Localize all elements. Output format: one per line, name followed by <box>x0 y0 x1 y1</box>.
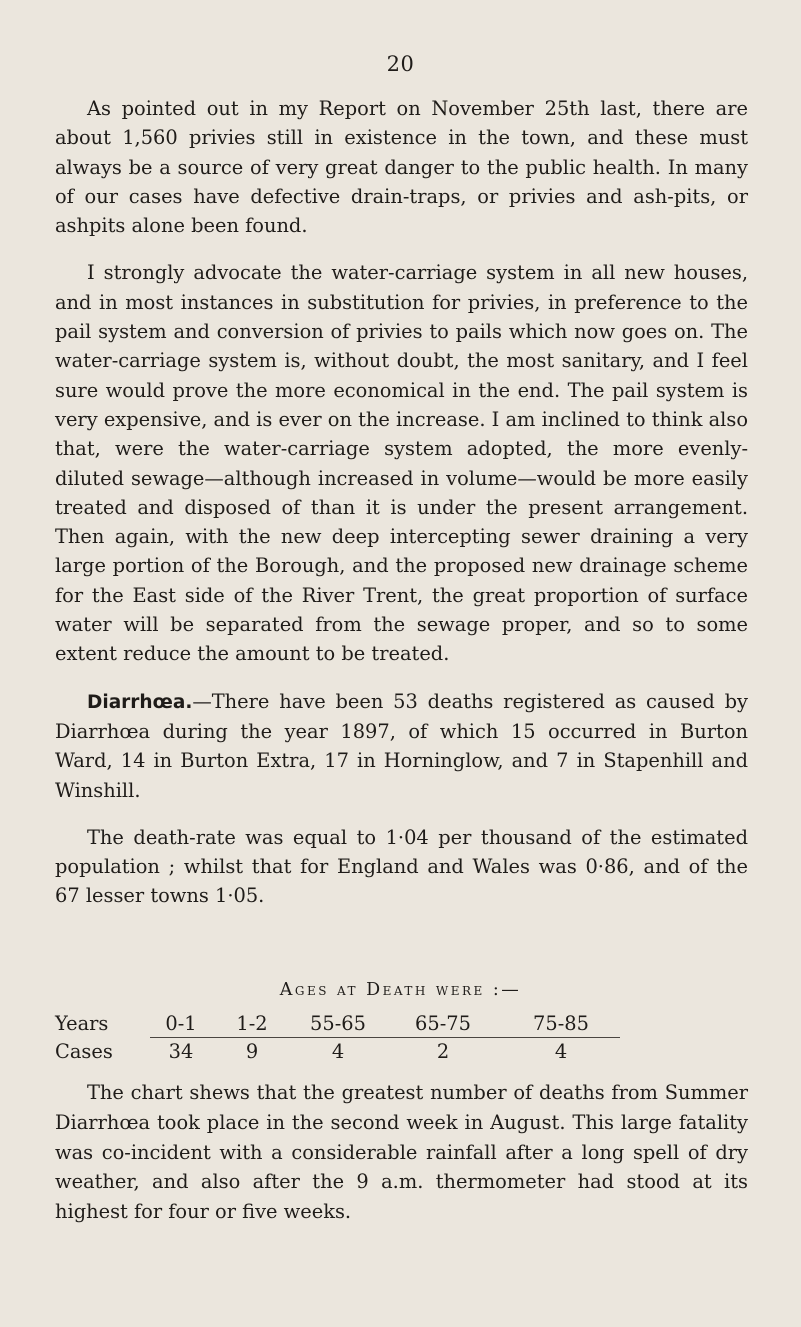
cases-label: Cases <box>55 1039 113 1063</box>
diarrhoea-text: —There have been 53 deaths registered as caused by Diarrhœa during the year 1897, of which 15 occurred in Burton Ward, 14 in Burton Extra, 17 in Horninglow, and 7 in Stapenhill and Winshill. <box>55 689 748 802</box>
paragraph-chart-summary: The chart shews that the greatest number of deaths from Summer Diarrhœa took place in the second week in August. This large fatality was co-incident with a considerable rainfall after a long spell of dry weather, and also after the 9 a.m. thermometer had stood at its highest for four or five weeks. <box>55 1081 748 1224</box>
years-row <box>55 1010 620 1038</box>
cases-cell: 34 <box>168 1040 194 1063</box>
paragraph-death-rate: The death-rate was equal to 1·04 per thousand of the estimated population ; whilst that for England and Wales was 0·86, and of the 67 lesser towns 1·05. <box>55 825 748 908</box>
years-label: Years <box>55 1012 109 1036</box>
body-text <box>55 94 748 929</box>
cases-cell: 4 <box>331 1040 345 1063</box>
cases-row <box>55 1038 620 1066</box>
years-cell: 75-85 <box>502 1010 620 1038</box>
paragraph-diarrhoea <box>55 687 748 805</box>
page-number: 20 <box>386 52 415 76</box>
ages-table-title: Ages at Death were :— <box>279 980 522 1000</box>
cases-cell: 2 <box>436 1040 450 1063</box>
years-cell: 1-2 <box>212 1010 292 1038</box>
years-cell: 65-75 <box>384 1010 502 1038</box>
paragraph-water-carriage: I strongly advocate the water-carriage system in all new houses, and in most instances in substitution for privies, in preference to the pail system and conversion of privies to pails which now goes on. The water-carriage system is, without doubt, the most sanitary, and I feel sure would prove the more economical in the end. The pail system is very expensive, and is ever on the increase. I am inclined to think also that, were the water-carriage system adopted, the more evenly-diluted sewage—although increased in volume—would be more easily treated and disposed of than it is under the present arrangement. Then again, with the new deep intercepting sewer draining a very large portion of the Borough, and the proposed new drainage scheme for the East side of the River Trent, the great proportion of surface water will be separated from the sewage proper, and so to some extent reduce the amount to be treated. <box>55 261 748 666</box>
paragraph-privies: As pointed out in my Report on November 25th last, there are about 1,560 privies still in existence in the town, and these must always be a source of very great danger to the public health. In many of our cases have defective drain-traps, or privies and ash-pits, or ashpits alone been found. <box>55 97 748 238</box>
cases-cell: 9 <box>245 1040 259 1063</box>
cases-cell: 4 <box>554 1040 568 1063</box>
years-cell: 55-65 <box>292 1010 384 1038</box>
diarrhoea-heading: Diarrhœa. <box>87 691 193 713</box>
ages-at-death-table <box>55 1010 620 1065</box>
years-cell: 0-1 <box>150 1010 212 1038</box>
